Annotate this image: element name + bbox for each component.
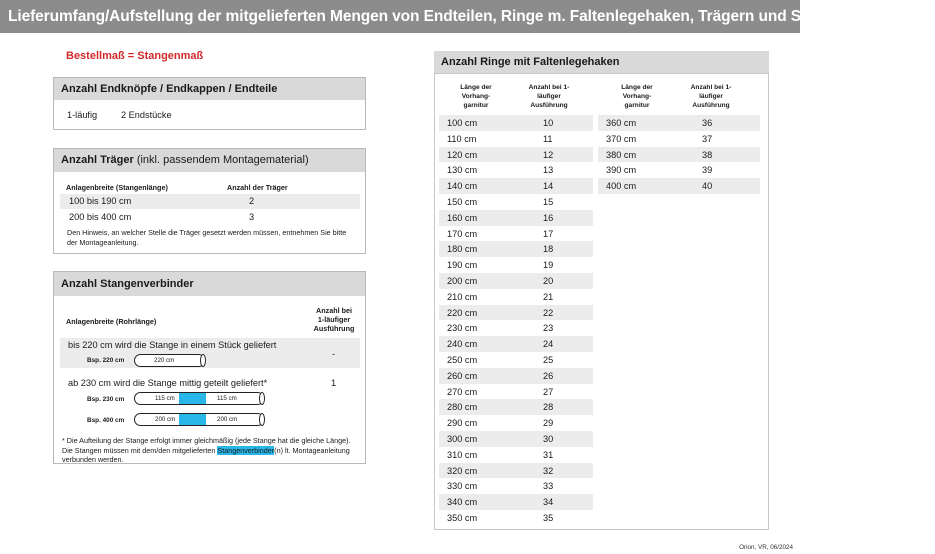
ringe-row: [439, 226, 593, 242]
ringe-row-length: 360 cm: [606, 118, 637, 128]
pipe-400-left-label: 200 cm: [155, 416, 176, 423]
ringe-row: [439, 384, 593, 400]
connector-230: [179, 393, 206, 404]
ringe-row-count: 14: [543, 181, 554, 192]
traeger-heading-normal: (inkl. passendem Montagematerial): [136, 154, 309, 166]
connector-400: [179, 414, 206, 425]
ringe-row-count: 32: [543, 465, 554, 476]
ringe-row: [439, 162, 593, 178]
ringe-row-count: 33: [543, 481, 554, 492]
ringe-row-count: 13: [543, 165, 554, 176]
ringe-col-count-right: Anzahl bei 1-läufiger Ausführung: [690, 84, 732, 109]
ringe-row-length: 270 cm: [447, 386, 478, 397]
traeger-row-count: 2: [249, 196, 255, 206]
ringe-row-length: 120 cm: [447, 149, 478, 160]
pipe-400-right-label: 200 cm: [217, 416, 238, 423]
page-header: [0, 0, 935, 33]
ringe-row-length: 300 cm: [447, 434, 478, 444]
ringe-row: [598, 178, 760, 194]
endknoepfe-heading: [54, 78, 365, 100]
ringe-row-length: 180 cm: [447, 244, 478, 255]
ringe-row: [439, 194, 593, 210]
ringe-row-count: 20: [543, 276, 554, 286]
ringe-row-count: 31: [543, 449, 554, 460]
ringe-row-count: 30: [543, 434, 554, 444]
ringe-row-count: 12: [543, 149, 554, 160]
ringe-row-length: 260 cm: [447, 370, 478, 381]
endknoepfe-value: 2 Endstücke: [121, 110, 172, 120]
ringe-row-length: 250 cm: [447, 355, 478, 365]
ringe-row: [439, 431, 593, 447]
pipe-230-left-label: 115 cm: [155, 395, 175, 402]
stangenverbinder-col-width: Anlagenbreite (Rohrlänge): [66, 317, 157, 326]
ringe-row: [439, 305, 593, 321]
ringe-heading-text: Anzahl Ringe mit Faltenlegehaken: [441, 56, 620, 68]
ringe-row-length: 380 cm: [606, 149, 637, 160]
ringe-row-length: 100 cm: [447, 118, 478, 128]
pipe-end-cap: [200, 354, 206, 367]
ringe-row-count: 15: [543, 197, 554, 207]
ringe-row-length: 130 cm: [447, 165, 478, 176]
ringe-row: [439, 510, 593, 526]
ringe-row-count: 21: [543, 291, 554, 302]
ringe-row-length: 290 cm: [447, 418, 478, 429]
pipe-end-cap: [259, 392, 265, 405]
ringe-col-length-left: Länge der Vorhang-garnitur: [460, 84, 492, 109]
traeger-col-count: Anzahl der Träger: [227, 183, 288, 192]
traeger-hint: Den Hinweis, an welcher Stelle die Träger gesetzt werden müssen, entnehmen Sie bitte der Montageanleitung.: [67, 228, 347, 247]
ringe-col-count-left: Anzahl bei 1-läufiger Ausführung: [528, 84, 570, 109]
stangenverbinder-section: [53, 271, 366, 464]
ringe-row: [439, 336, 593, 352]
stangenverbinder-heading: [54, 272, 365, 296]
ringe-row-count: 34: [543, 497, 554, 508]
ringe-row-length: 140 cm: [447, 181, 478, 192]
ringe-row-length: 230 cm: [447, 323, 478, 334]
footnote-text-end: (n) lt. Montageanleitung verbunden werden.: [62, 445, 350, 464]
ringe-row-length: 370 cm: [606, 133, 637, 144]
ringe-row-count: 25: [543, 355, 554, 365]
endknoepfe-label: 1-läufig: [67, 110, 98, 120]
ringe-row: [598, 131, 760, 147]
ringe-row-count: 10: [543, 118, 554, 128]
traeger-row-range: 200 bis 400 cm: [69, 212, 132, 222]
traeger-row-range: 100 bis 190 cm: [69, 196, 132, 206]
ringe-row-length: 160 cm: [447, 212, 478, 223]
ringe-row: [598, 147, 760, 163]
ringe-row-count: 19: [543, 260, 554, 271]
endknoepfe-heading-text: Anzahl Endknöpfe / Endkappen / Endteile: [61, 83, 278, 95]
ringe-row-count: 37: [702, 133, 713, 144]
case2-text: ab 230 cm wird die Stange mittig geteilt geliefert*: [68, 378, 268, 388]
ringe-col-length-right: Länge der Vorhang-garnitur: [621, 84, 653, 109]
ringe-row-length: 350 cm: [447, 513, 478, 523]
pipe-230-right-label: 115 cm: [217, 395, 237, 402]
ringe-row: [439, 273, 593, 289]
ringe-table: [434, 73, 769, 530]
ringe-row: [439, 415, 593, 431]
ex400-label: Bsp. 400 cm: [87, 417, 125, 424]
ringe-row-count: 29: [543, 418, 554, 429]
stangenverbinder-footnote: [62, 436, 359, 465]
ringe-row: [439, 320, 593, 336]
ringe-row-length: 200 cm: [447, 276, 478, 286]
ringe-row-count: 24: [543, 339, 554, 350]
pipe-220-graphic: [134, 354, 205, 367]
ringe-row-length: 150 cm: [447, 197, 478, 207]
ringe-row-length: 310 cm: [447, 449, 478, 460]
stangenverbinder-col-count: Anzahl bei 1-läufiger Ausführung: [313, 306, 355, 333]
pipe-end-cap: [259, 413, 265, 426]
ringe-row: [439, 494, 593, 510]
case1-text: bis 220 cm wird die Stange in einem Stück geliefert: [68, 340, 277, 350]
ringe-row-count: 18: [543, 244, 554, 255]
ringe-row-length: 170 cm: [447, 228, 478, 239]
ringe-row-length: 340 cm: [447, 497, 478, 508]
ringe-row: [439, 241, 593, 257]
ringe-row-count: 27: [543, 386, 554, 397]
ringe-row: [439, 289, 593, 305]
footnote-text: * Die Aufteilung der Stange erfolgt immer gleichmäßig (jede Stange hat die gleiche Länge). Die Stangen müssen mit dem/den mitgelieferten: [62, 436, 351, 455]
case1-value: -: [332, 349, 335, 359]
ringe-heading: [434, 51, 769, 73]
ringe-row-length: 210 cm: [447, 291, 478, 302]
ringe-row: [439, 131, 593, 147]
case1-example-label: Bsp. 220 cm: [87, 357, 125, 364]
traeger-heading: [54, 149, 365, 172]
page-title: Lieferumfang/Aufstellung der mitgelieferten Mengen von Endteilen, Ringe m. Faltenlegehaken, Trägern und Stangenverbindern:: [8, 8, 935, 25]
ringe-row: [439, 399, 593, 415]
ringe-row: [439, 368, 593, 384]
ringe-row: [439, 352, 593, 368]
stangenverbinder-heading-text: Anzahl Stangenverbinder: [61, 278, 194, 290]
ringe-row-length: 220 cm: [447, 307, 478, 318]
order-size-note: Bestellmaß = Stangenmaß: [66, 50, 204, 62]
footnote-highlight: Stangenverbinder: [217, 445, 275, 455]
ex230-label: Bsp. 230 cm: [87, 396, 125, 403]
ringe-row-count: 35: [543, 513, 554, 523]
ringe-row: [439, 463, 593, 479]
ringe-row-length: 280 cm: [447, 402, 478, 413]
ringe-row-count: 26: [543, 370, 554, 381]
ringe-row-count: 16: [543, 212, 554, 223]
ringe-row-length: 330 cm: [447, 481, 478, 492]
footer-credit: Orion, VR, 06/2024: [739, 544, 793, 551]
ringe-row: [439, 115, 593, 131]
ringe-row-count: 38: [702, 149, 713, 160]
ringe-row-count: 23: [543, 323, 554, 334]
traeger-heading-bold: Anzahl Träger: [61, 154, 134, 166]
ringe-row-length: 390 cm: [606, 165, 637, 176]
ringe-row-count: 28: [543, 402, 554, 413]
traeger-col-width: Anlagenbreite (Stangenlänge): [66, 183, 168, 192]
ringe-row: [598, 115, 760, 131]
ringe-row: [439, 210, 593, 226]
ringe-row-length: 400 cm: [606, 181, 637, 192]
ringe-row-length: 190 cm: [447, 260, 478, 271]
ringe-row-count: 36: [702, 118, 713, 128]
ringe-row: [439, 447, 593, 463]
ringe-row-length: 110 cm: [447, 133, 477, 144]
traeger-row-count: 3: [249, 212, 255, 222]
traeger-row: [60, 194, 360, 209]
case2-value: 1: [331, 378, 337, 388]
ringe-row-count: 11: [543, 133, 553, 144]
endknoepfe-section: [53, 77, 366, 130]
pipe-220-label: 220 cm: [154, 357, 175, 364]
ringe-row: [598, 162, 760, 178]
ringe-row-length: 320 cm: [447, 465, 478, 476]
ringe-row: [439, 147, 593, 163]
ringe-row-count: 22: [543, 307, 554, 318]
traeger-section: [53, 148, 366, 254]
ringe-row-length: 240 cm: [447, 339, 478, 350]
traeger-row: [60, 210, 360, 225]
ringe-row: [439, 178, 593, 194]
ringe-row-count: 17: [543, 228, 554, 239]
ringe-row-count: 39: [702, 165, 713, 176]
ringe-row: [439, 478, 593, 494]
ringe-row-count: 40: [702, 181, 713, 192]
ringe-row: [439, 257, 593, 273]
